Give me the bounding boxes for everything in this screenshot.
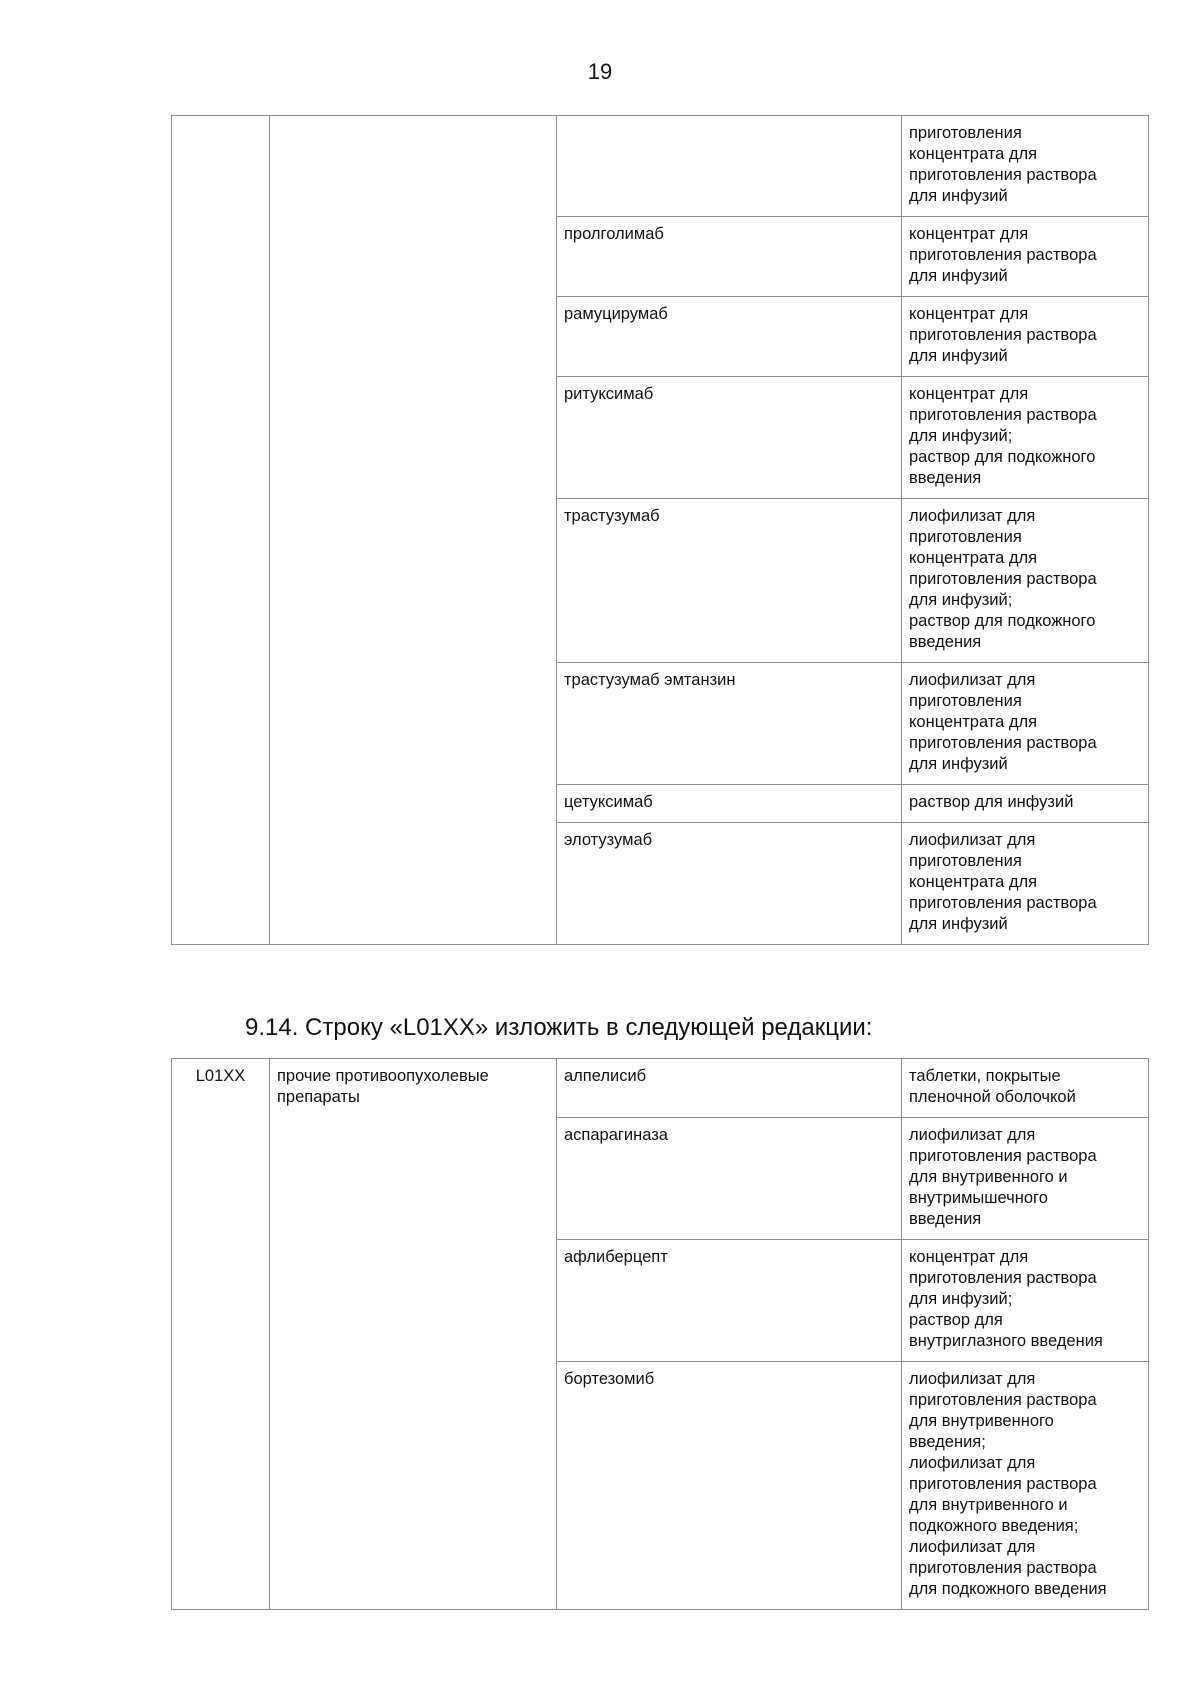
drug-name-cell: пролголимаб: [557, 217, 902, 297]
dosage-form-cell: лиофилизат для приготовления раствора для внутривенного введения; лиофилизат для приготовления раствора для внутривенного и подкожного введения; лиофилизат для приготовления раствора для подкожного введения: [902, 1362, 1149, 1610]
drug-name-cell: бортезомиб: [557, 1362, 902, 1610]
drug-table-l01xx: [171, 1058, 1149, 1610]
group-cell: [270, 116, 557, 945]
dosage-form-cell: раствор для инфузий: [902, 785, 1149, 823]
group-cell: прочие противоопухолевые препараты: [270, 1059, 557, 1610]
table-row: [172, 1059, 1149, 1118]
table-row: [172, 116, 1149, 217]
dosage-form-cell: таблетки, покрытые пленочной оболочкой: [902, 1059, 1149, 1118]
drug-name-cell: аспарагиназа: [557, 1118, 902, 1240]
dosage-form-cell: концентрат для приготовления раствора для инфузий: [902, 297, 1149, 377]
dosage-form-cell: концентрат для приготовления раствора для инфузий: [902, 217, 1149, 297]
drug-name-cell: элотузумаб: [557, 823, 902, 945]
drug-name-cell: афлиберцепт: [557, 1240, 902, 1362]
drug-name-cell: ритуксимаб: [557, 377, 902, 499]
drug-name-cell: трастузумаб эмтанзин: [557, 663, 902, 785]
drug-name-cell: алпелисиб: [557, 1059, 902, 1118]
drug-table-continued: [171, 115, 1149, 945]
drug-name-cell: рамуцирумаб: [557, 297, 902, 377]
drug-name-cell: [557, 116, 902, 217]
section-heading: 9.14. Строку «L01XX» изложить в следующей редакции:: [245, 1014, 873, 1041]
atc-code-cell: L01XX: [172, 1059, 270, 1610]
dosage-form-cell: приготовления концентрата для приготовления раствора для инфузий: [902, 116, 1149, 217]
drug-name-cell: цетуксимаб: [557, 785, 902, 823]
dosage-form-cell: лиофилизат для приготовления концентрата для приготовления раствора для инфузий: [902, 823, 1149, 945]
drug-name-cell: трастузумаб: [557, 499, 902, 663]
dosage-form-cell: концентрат для приготовления раствора для инфузий; раствор для подкожного введения: [902, 377, 1149, 499]
dosage-form-cell: лиофилизат для приготовления раствора для внутривенного и внутримышечного введения: [902, 1118, 1149, 1240]
dosage-form-cell: лиофилизат для приготовления концентрата для приготовления раствора для инфузий: [902, 663, 1149, 785]
dosage-form-cell: лиофилизат для приготовления концентрата для приготовления раствора для инфузий; раствор для подкожного введения: [902, 499, 1149, 663]
dosage-form-cell: концентрат для приготовления раствора для инфузий; раствор для внутриглазного введения: [902, 1240, 1149, 1362]
code-cell: [172, 116, 270, 945]
page-number: 19: [587, 59, 613, 84]
